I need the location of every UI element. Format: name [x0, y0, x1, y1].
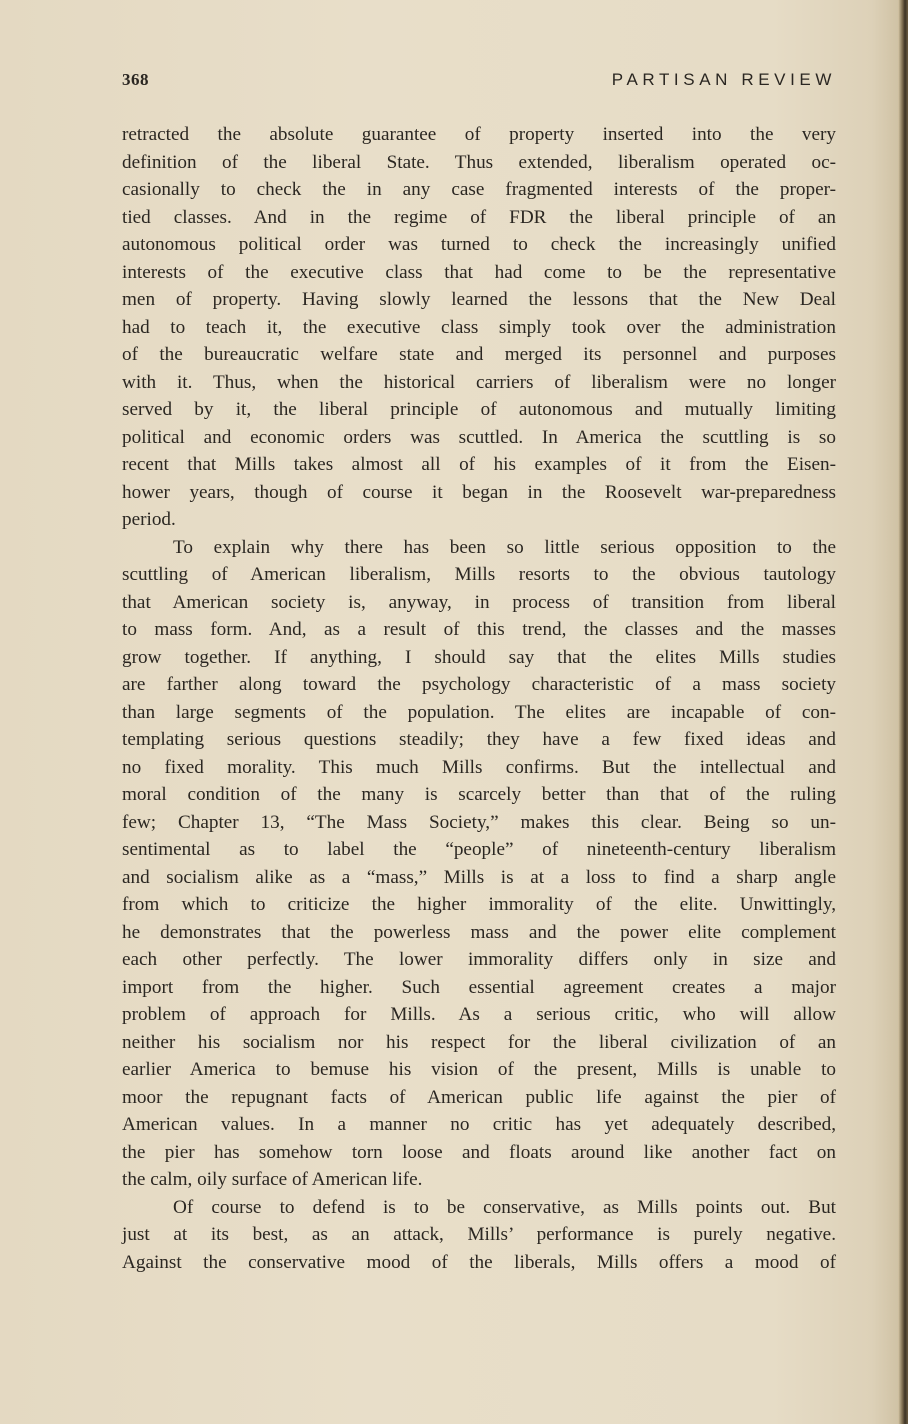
running-head: PARTISAN REVIEW	[611, 70, 836, 89]
text-line: the calm, oily surface of American life.	[122, 1169, 423, 1190]
page-header	[122, 70, 836, 94]
text-line: American values. In a manner no critic has yet adequately described,	[122, 1114, 836, 1135]
text-line: of the bureaucratic welfare state and merged its personnel and purposes	[122, 344, 836, 365]
text-line: to mass form. And, as a result of this trend, the classes and the masses	[122, 619, 836, 640]
text-line: casionally to check the in any case fragmented interests of the proper-	[122, 179, 836, 200]
text-line: import from the higher. Such essential agreement creates a major	[122, 976, 836, 998]
page-number: 368	[122, 70, 149, 89]
text-line: period.	[122, 509, 176, 530]
text-line: retracted the absolute guarantee of property inserted into the very	[122, 124, 836, 145]
text-line: sentimental as to label the “people” of nineteenth-century liberalism	[122, 839, 836, 860]
text-line: just at its best, as an attack, Mills’ performance is purely negative.	[122, 1224, 836, 1245]
text-line: recent that Mills takes almost all of his examples of it from the Eisen-	[122, 454, 836, 475]
text-line: he demonstrates that the powerless mass and the power elite complement	[122, 921, 836, 943]
text-line: tied classes. And in the regime of FDR the liberal principle of an	[122, 206, 836, 228]
text-line: had to teach it, the executive class simply took over the administration	[122, 316, 836, 338]
text-line: autonomous political order was turned to check the increasingly unified	[122, 234, 836, 255]
text-line: few; Chapter 13, “The Mass Society,” makes this clear. Being so un-	[122, 811, 836, 833]
book-binding-edge	[898, 0, 908, 1424]
text-line: hower years, though of course it began in the Roosevelt war-preparedness	[122, 481, 836, 503]
text-line: political and economic orders was scuttled. In America the scuttling is so	[122, 426, 836, 448]
text-line: are farther along toward the psychology characteristic of a mass society	[122, 674, 836, 695]
text-line: that American society is, anyway, in process of transition from liberal	[122, 591, 836, 613]
text-line: no fixed morality. This much Mills confirms. But the intellectual and	[122, 756, 836, 778]
text-line: grow together. If anything, I should say that the elites Mills studies	[122, 646, 836, 668]
text-line: from which to criticize the higher immorality of the elite. Unwittingly,	[122, 894, 836, 915]
text-line: men of property. Having slowly learned the lessons that the New Deal	[122, 289, 836, 310]
text-line: scuttling of American liberalism, Mills resorts to the obvious tautology	[122, 564, 836, 585]
paragraph-first-line: To explain why there has been so little serious opposition to the	[173, 536, 836, 558]
body-text	[122, 121, 836, 1276]
text-line: templating serious questions steadily; they have a few fixed ideas and	[122, 729, 836, 750]
text-line: Against the conservative mood of the liberals, Mills offers a mood of	[122, 1251, 836, 1273]
text-line: definition of the liberal State. Thus extended, liberalism operated oc-	[122, 151, 836, 173]
text-line: earlier America to bemuse his vision of the present, Mills is unable to	[122, 1059, 836, 1080]
text-line: neither his socialism nor his respect for the liberal civilization of an	[122, 1031, 836, 1053]
text-line: with it. Thus, when the historical carriers of liberalism were no longer	[122, 371, 836, 393]
text-line: moral condition of the many is scarcely better than that of the ruling	[122, 784, 836, 805]
text-line: moor the repugnant facts of American public life against the pier of	[122, 1086, 836, 1108]
text-line: the pier has somehow torn loose and floats around like another fact on	[122, 1141, 836, 1163]
text-line: problem of approach for Mills. As a serious critic, who will allow	[122, 1004, 836, 1025]
text-line: interests of the executive class that had come to be the representative	[122, 261, 836, 283]
paragraph-first-line: Of course to defend is to be conservative, as Mills points out. But	[173, 1196, 836, 1218]
text-line: each other perfectly. The lower immorality differs only in size and	[122, 949, 836, 970]
text-line: and socialism alike as a “mass,” Mills is at a loss to find a sharp angle	[122, 866, 836, 888]
text-line: than large segments of the population. The elites are incapable of con-	[122, 701, 836, 723]
text-line: served by it, the liberal principle of autonomous and mutually limiting	[122, 399, 836, 420]
